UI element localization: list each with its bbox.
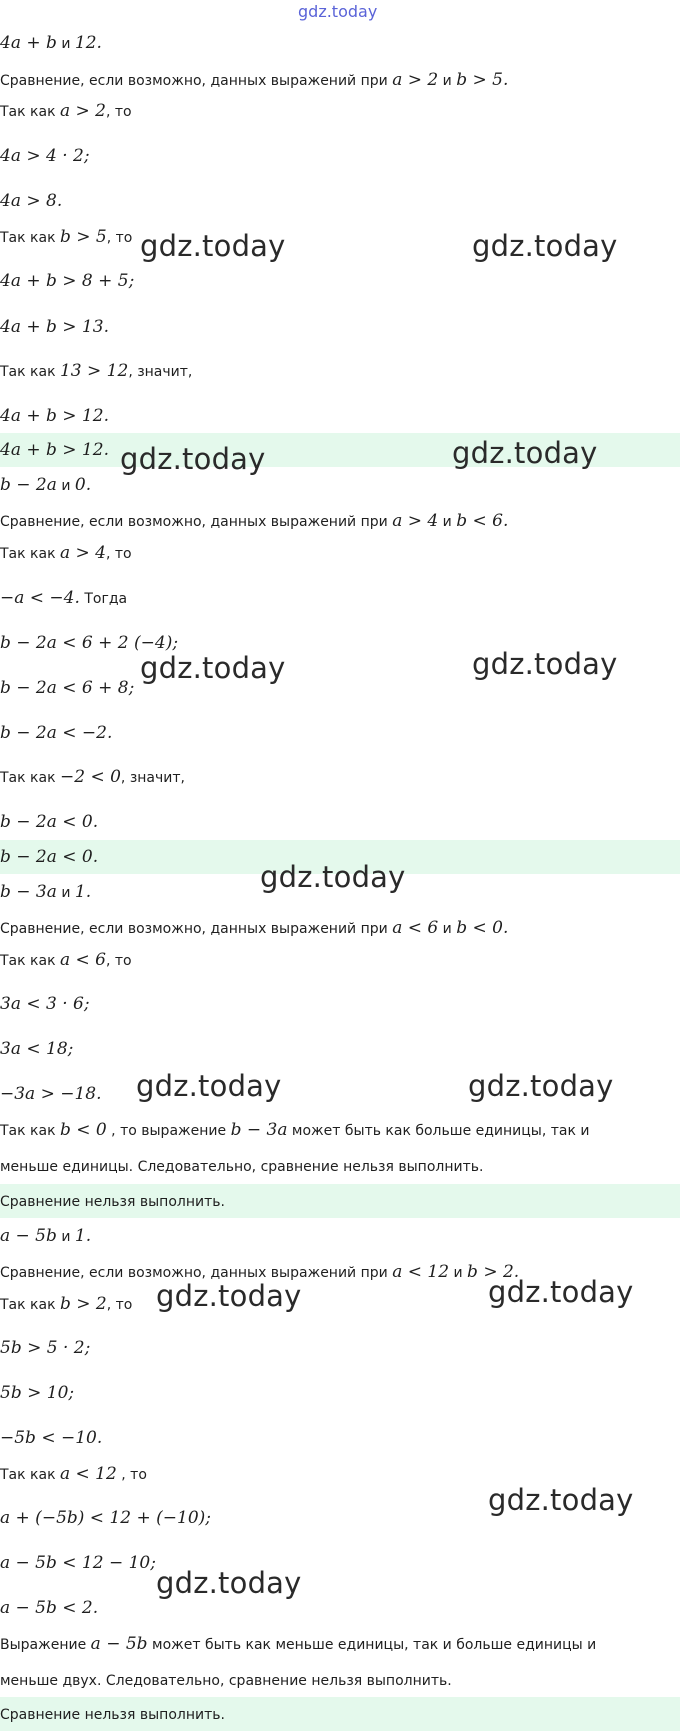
condition-line: Сравнение, если возможно, данных выражений при a > 2 и b > 5. [0,70,509,90]
math-line: 5b > 5 · 2; [0,1338,91,1358]
watermark: gdz.today [468,1069,614,1103]
answer-highlight: 4a + b > 12. [0,433,680,467]
answer-highlight: b − 2a < 0. [0,840,680,874]
watermark: gdz.today [452,436,598,470]
answer-highlight: Сравнение нельзя выполнить. [0,1184,680,1218]
watermark: gdz.today [472,647,618,681]
math-line: −a < −4. Тогда [0,588,128,608]
watermark: gdz.today [156,1566,302,1600]
expression-line: b − 2a и 0. [0,475,92,495]
watermark: gdz.today [488,1483,634,1517]
text-line: Так как 13 > 12, значит, [0,361,193,381]
watermark: gdz.today [472,229,618,263]
watermark: gdz.today [140,651,286,685]
watermark: gdz.today [140,229,286,263]
math-line: −3a > −18. [0,1084,102,1104]
text-line: Так как b > 2, то [0,1294,133,1314]
math-line: a − 5b < 12 − 10; [0,1553,156,1573]
text-line: Так как b < 0 , то выражение b − 3a может быть как больше единицы, так и [0,1120,590,1140]
math-line: a − 5b < 2. [0,1598,99,1618]
watermark: gdz.today [136,1069,282,1103]
text-line: Так как b > 5, то [0,227,133,247]
answer-highlight: Сравнение нельзя выполнить. [0,1697,680,1731]
text-line: Так как a > 4, то [0,543,132,563]
text-line: Так как a < 12 , то [0,1464,147,1484]
math-line: 4a + b > 12. [0,406,109,426]
condition-line: Сравнение, если возможно, данных выражений при a < 6 и b < 0. [0,918,509,938]
condition-line: Сравнение, если возможно, данных выражений при a < 12 и b > 2. [0,1262,520,1282]
text-line: Так как −2 < 0, значит, [0,767,185,787]
math-line: 5b > 10; [0,1383,75,1403]
math-line: 3a < 18; [0,1039,74,1059]
expression-line: 4a + b и 12. [0,33,102,53]
math-line: b − 2a < −2. [0,723,113,743]
watermark: gdz.today [156,1279,302,1313]
text-line: меньше двух. Следовательно, сравнение нельзя выполнить. [0,1673,452,1689]
condition-line: Сравнение, если возможно, данных выражений при a > 4 и b < 6. [0,511,509,531]
math-line: 4a > 4 · 2; [0,146,90,166]
site-watermark-top: gdz.today [298,2,378,21]
watermark: gdz.today [488,1275,634,1309]
math-line: 4a + b > 13. [0,317,109,337]
watermark: gdz.today [120,442,266,476]
text-line: Так как a < 6, то [0,950,132,970]
expression-line: a − 5b и 1. [0,1226,92,1246]
math-line: −5b < −10. [0,1428,103,1448]
watermark: gdz.today [260,860,406,894]
text-line: Выражение a − 5b может быть как меньше единицы, так и больше единицы и [0,1634,597,1654]
math-line: 4a + b > 8 + 5; [0,271,135,291]
math-line: b − 2a < 6 + 2 (−4); [0,633,179,653]
math-line: a + (−5b) < 12 + (−10); [0,1508,211,1528]
math-line: b − 2a < 0. [0,812,99,832]
math-line: b − 2a < 6 + 8; [0,678,135,698]
text-line: меньше единицы. Следовательно, сравнение нельзя выполнить. [0,1159,484,1175]
expression-line: b − 3a и 1. [0,882,92,902]
math-line: 3a < 3 · 6; [0,994,90,1014]
text-line: Так как a > 2, то [0,101,132,121]
math-line: 4a > 8. [0,191,63,211]
